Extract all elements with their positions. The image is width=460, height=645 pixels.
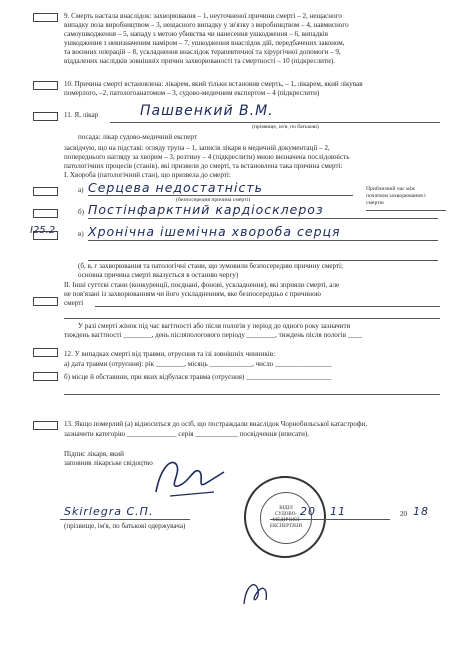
part2-line — [95, 306, 440, 307]
part2-line3: смерті — [64, 299, 84, 307]
s9-line5: та воєнних операцій – 8, ускладнення внаслідок терапевтичної та хірургічної допомоги – 9, — [64, 48, 341, 56]
s13-line2: зазначити категорію ______________ серія ____________ посвідчення (вписати). — [64, 430, 310, 438]
s9-line2: випадку поза виробництвом – 3, нещасного випадку у зв'язку з виробництвом – 4, навмисного — [64, 21, 349, 29]
signature-label2: заповнив лікарське свідоцтво — [64, 459, 153, 467]
s13-line1: 13. Якщо померлий (а) відноситься до осіб, що постраждали внаслідок Чорнобильської катастрофи, — [64, 420, 368, 428]
receiver-signature — [236, 574, 276, 614]
receive-year-prefix: 20 — [400, 510, 408, 518]
doctor-name: Пашвенкий В.М. — [140, 103, 274, 119]
code-box-a — [33, 187, 58, 196]
cause-b-prefix: б) — [78, 208, 84, 216]
s11-line1: засвідчую, що на підставі: огляду трупа – 1, записів лікаря в медичній документації – 2, — [64, 144, 330, 152]
side-note-1: Приблизний час між — [366, 186, 416, 192]
cause-a-value: Серцева недостатність — [88, 180, 263, 195]
receive-day: 20 — [300, 505, 316, 518]
signature-label1: Підпис лікаря, який — [64, 450, 124, 458]
s12-line3: б) місце й обставини, при яких відбулася травма (отруєння) ________________________ — [64, 373, 332, 381]
side-note-2: початком захворювання і — [366, 193, 426, 199]
cause-b-line — [88, 218, 438, 219]
s9-line3: самоушкодження – 5, нападу з метою убивства чи нанесення ушкодження – 6, випадків — [64, 30, 329, 38]
doctor-name-caption: (прізвище, ім'я, по батькові) — [252, 124, 319, 130]
s12-line2: а) дата травми (отруєння): рік ________, місяць ____________, число ________________ — [64, 360, 332, 368]
receive-year: 18 — [413, 505, 429, 518]
pregnancy-line2: тиждень вагітності ________, день післяпологового періоду ________, тиждень після пологів ____ — [64, 331, 363, 339]
cause-a-prefix: а) — [78, 186, 84, 194]
code-box-13 — [33, 421, 58, 430]
cause-a-caption: (безпосередня причина смерті) — [176, 197, 250, 203]
side-time-line-a — [366, 210, 446, 211]
cause-b-value: Постінфарктний кардіосклероз — [88, 202, 324, 217]
icd-code: I25.2 — [30, 225, 56, 236]
side-note-3: смертю — [366, 200, 384, 206]
doctor-name-line — [110, 122, 440, 123]
code-box-b — [33, 209, 58, 218]
s10-line2: померлого, –2, патологоанатомом – 3, судово-медичним експертом – 4 (підкреслити) — [64, 89, 320, 97]
part2-line-b — [64, 318, 440, 319]
receiver-line — [60, 519, 190, 520]
cause-v-prefix: в) — [78, 230, 84, 238]
doctor-position: посада: лікар судово-медичний експерт — [78, 133, 197, 141]
part2-line2: не пов'язані із захворюванням чи його ускладненням, яке безпосередньо є причиною — [64, 290, 321, 298]
s9-line6: віддалених наслідків зовнішніх причин захворюваності та смертності – 10 (підкреслити). — [64, 57, 335, 65]
s11-line3: патологічних процесів (станів), які призвели до смерті, та встановлена така причина смерті: — [64, 162, 343, 170]
s10-line1: 10. Причина смерті встановлена: лікарем, який тільки встановив смерть, – 1, лікарем, який лікував — [64, 80, 363, 88]
part2-line1: II. Інші суттєві стани (конкуренції, поєднані, фонові, ускладнення), які зприяли смерті, але — [64, 281, 340, 289]
receiver-caption: (прізвище, ім'я, по батькові одержувача) — [64, 522, 186, 530]
receive-month: 11 — [330, 505, 346, 518]
s12-line1: 12. У випадках смерті від травми, отруєння та ізі зовнішніх чинників: — [64, 350, 276, 358]
cause-g-note1: (б, в, г захворювання та патологічні стани, що зумовили безпосередню причину смерті; — [78, 262, 343, 270]
receiver-name: Skirlegra С.П. — [64, 505, 154, 518]
receive-date-line — [270, 519, 390, 520]
s12-extra-line — [64, 394, 440, 395]
official-stamp: ВІДІЛ СУДОВО-МЕДИЧНОЇ ЕКСПЕРТИЗИ — [244, 476, 326, 558]
s9-line4: ушкодження з невизначеним наміром – 7, ушкодження внаслідок дій, передбачених законом, — [64, 39, 345, 47]
code-box-other — [33, 297, 58, 306]
doctor-signature — [150, 452, 230, 502]
cause-v-value: Хронічна ішемічна хвороба серця — [88, 224, 341, 239]
part1-heading: I. Хвороба (патологічний стан), що призвела до смерті: — [64, 171, 231, 179]
code-box-9 — [33, 13, 58, 22]
cause-g-line — [88, 260, 438, 261]
s11-line2: попереднього нагляду за хворим – 3, розтину – 4 (підкреслити) мною визначена послідовність — [64, 153, 350, 161]
code-box-12 — [33, 348, 58, 357]
code-box-10 — [33, 81, 58, 90]
s11-label: 11. Я, лікар — [64, 111, 99, 119]
cause-v-line — [88, 240, 438, 241]
cause-g-note2: основна причина смерті вказується в останню чергу) — [78, 271, 239, 279]
pregnancy-line1: У разі смерті жінок під час вагітності або після пологів у період до одного року зазначити — [78, 322, 351, 330]
s9-line1: 9. Смерть настала внаслідок: захворювання – 1, неуточненої причини смерті – 2, нещасного — [64, 12, 342, 20]
cause-a-line — [88, 195, 353, 196]
code-box-11 — [33, 112, 58, 121]
code-box-12b — [33, 372, 58, 381]
